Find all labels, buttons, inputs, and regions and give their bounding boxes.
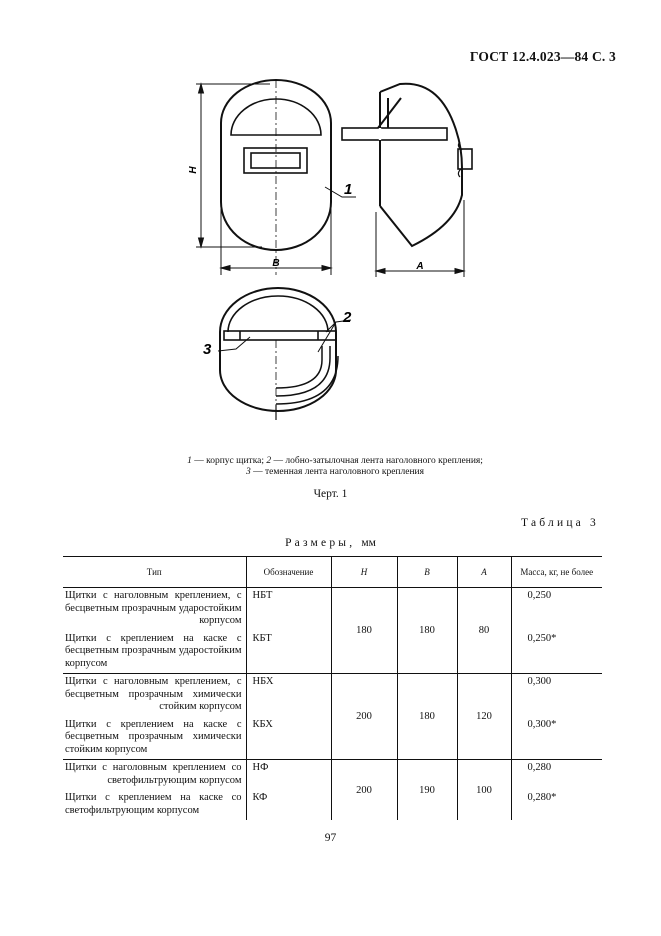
col-header-b: B (397, 557, 457, 588)
col-header-code: Обозначение (246, 557, 331, 588)
table-row: Щитки с креплением на каске с бесцветным прозрачным ударостойким корпусом КБТ 0,250* (63, 631, 602, 674)
side-top-strap (342, 128, 447, 140)
table-number: Таблица 3 (521, 517, 599, 529)
figure-drawing (0, 0, 661, 450)
table-row: Щитки с креплением на каске с бесцветным прозрачным химически стойким корпусом КБХ 0,300* (63, 717, 602, 760)
callout-3: 3 (203, 341, 212, 358)
table-row: Щитки с наголовным креплением, с бесцветным прозрачным ударостойким корпусом НБТ 180 180 80 0,250 (63, 588, 602, 631)
dimensions-table (63, 556, 602, 820)
col-header-a: A (457, 557, 511, 588)
dim-label-depth: A (416, 261, 424, 272)
col-header-mass: Масса, кг, не более (511, 557, 602, 588)
callout-1: 1 (344, 181, 353, 198)
shield-bottom-outline (220, 288, 336, 411)
dim-label-width: B (272, 258, 280, 269)
bottom-head-strap (276, 346, 338, 404)
table-header-row (63, 557, 602, 588)
figure-title: Черт. 1 (313, 488, 348, 500)
table-row: Щитки с наголовным креплением, с бесцветным прозрачным химически стойким корпусом НБХ 200 180 120 0,300 (63, 674, 602, 717)
front-window (244, 148, 307, 173)
col-header-type: Тип (63, 557, 246, 588)
page-header: ГОСТ 12.4.023—84 С. 3 (469, 49, 616, 64)
page-number: 97 (324, 832, 337, 844)
callout-2: 2 (343, 309, 352, 326)
dim-label-height: H (188, 166, 199, 174)
figure-caption: 1 — корпус щитка; 2 — лобно-затылочная лента наголовного крепления; 3 — теменная лента наголовного крепления (187, 456, 483, 477)
table-row: Щитки с наголовным креплением со светофильтрующим корпусом НФ 200 190 100 0,280 (63, 760, 602, 791)
table-title: Размеры, мм (285, 537, 376, 549)
table-row: Щитки с креплением на каске со светофильтрующим корпусом КФ 0,280* (63, 790, 602, 820)
col-header-h: H (331, 557, 397, 588)
